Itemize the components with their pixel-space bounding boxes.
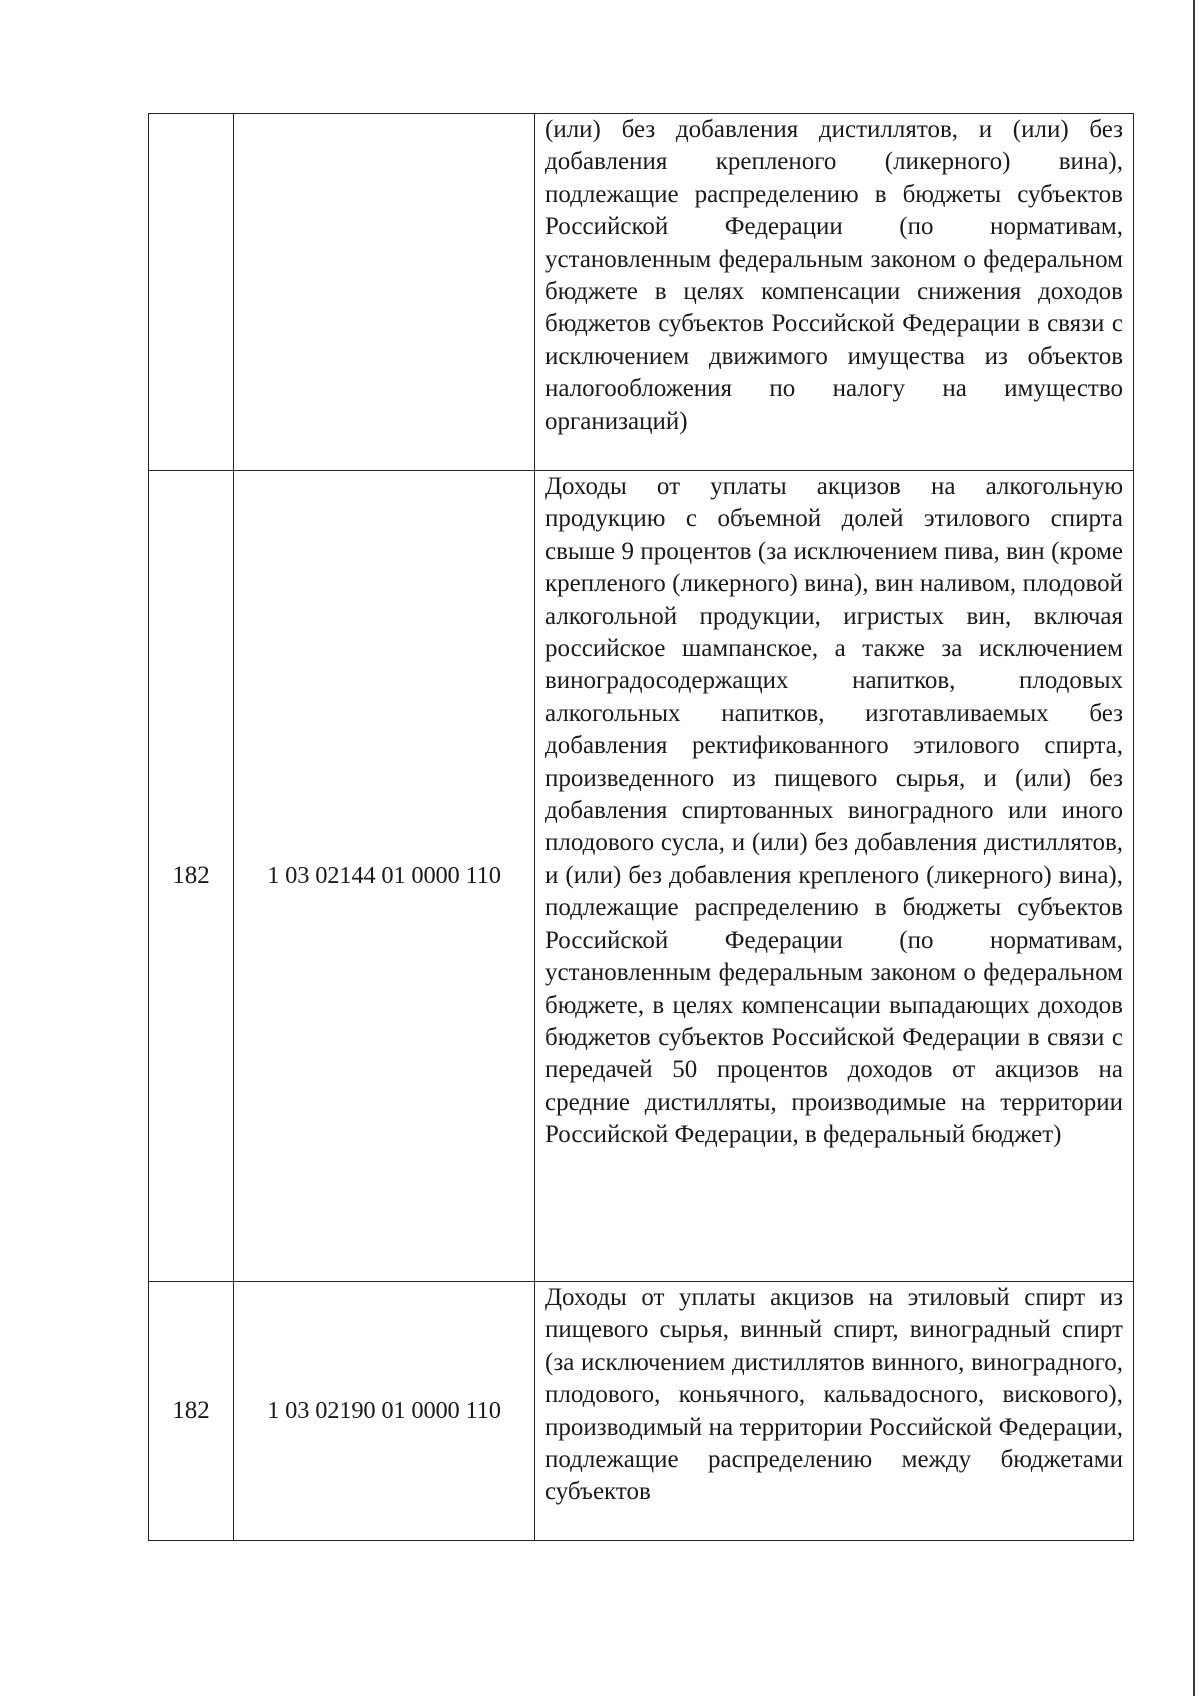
admin-code-cell bbox=[149, 114, 234, 471]
table-row bbox=[149, 114, 1134, 471]
budget-code-cell: 1 03 02190 01 0000 110 bbox=[234, 1282, 535, 1541]
admin-code-cell: 182 bbox=[149, 471, 234, 1282]
description-cell bbox=[535, 114, 1134, 471]
description-text: (или) без добавления дистиллятов, и (или) без добавления крепленого (ликерного) вина), подлежащие распределению в бюджеты субъектов Российской Федерации (по нормативам, установленным федеральным законом о федеральном бюджете в целях компенсации снижения доходов бюджетов субъектов Российской Федерации в связи с исключением движимого имущества из объектов налогообложения по налогу на имущество организаций) bbox=[545, 116, 1123, 435]
budget-code-cell bbox=[234, 114, 535, 471]
budget-code-cell: 1 03 02144 01 0000 110 bbox=[234, 471, 535, 1282]
table-row bbox=[149, 1282, 1134, 1541]
description-text: Доходы от уплаты акцизов на алкогольную продукцию с объемной долей этилового спирта свыше 9 процентов (за исключением пива, вин (кроме крепленого (ликерного) вина), вин наливом, плодовой алкогольной продукции, игристых вин, включая российское шампанское, а также за исключением виноградосодержащих напитков, плодовых алкогольных напитков, изготавливаемых без добавления ректификованного этилового спирта, произведенного из пищевого сырья, и (или) без добавления спиртованных виноградного или иного плодового сусла, и (или) без добавления дистиллятов, и (или) без добавления крепленого (ликерного) вина), подлежащие распределению в бюджеты субъектов Российской Федерации (по нормативам, установленным федеральным законом о федеральном бюджете, в целях компенсации выпадающих доходов бюджетов субъектов Российской Федерации в связи с передачей 50 процентов доходов от акцизов на средние дистилляты, производимые на территории Российской Федерации, в федеральный бюджет) bbox=[545, 473, 1123, 1149]
description-text: Доходы от уплаты акцизов на этиловый спирт из пищевого сырья, винный спирт, виноградный спирт (за исключением дистиллятов винного, виноградного, плодового, коньячного, кальвадосного, вискового), производимый на территории Российской Федерации, подлежащие распределению между бюджетами субъектов bbox=[545, 1284, 1123, 1506]
admin-code-cell: 182 bbox=[149, 1282, 234, 1541]
revenue-codes-table bbox=[148, 113, 1134, 1541]
page-edge-line bbox=[1193, 0, 1195, 1696]
description-cell bbox=[535, 1282, 1134, 1541]
table-row bbox=[149, 471, 1134, 1282]
description-cell bbox=[535, 471, 1134, 1282]
